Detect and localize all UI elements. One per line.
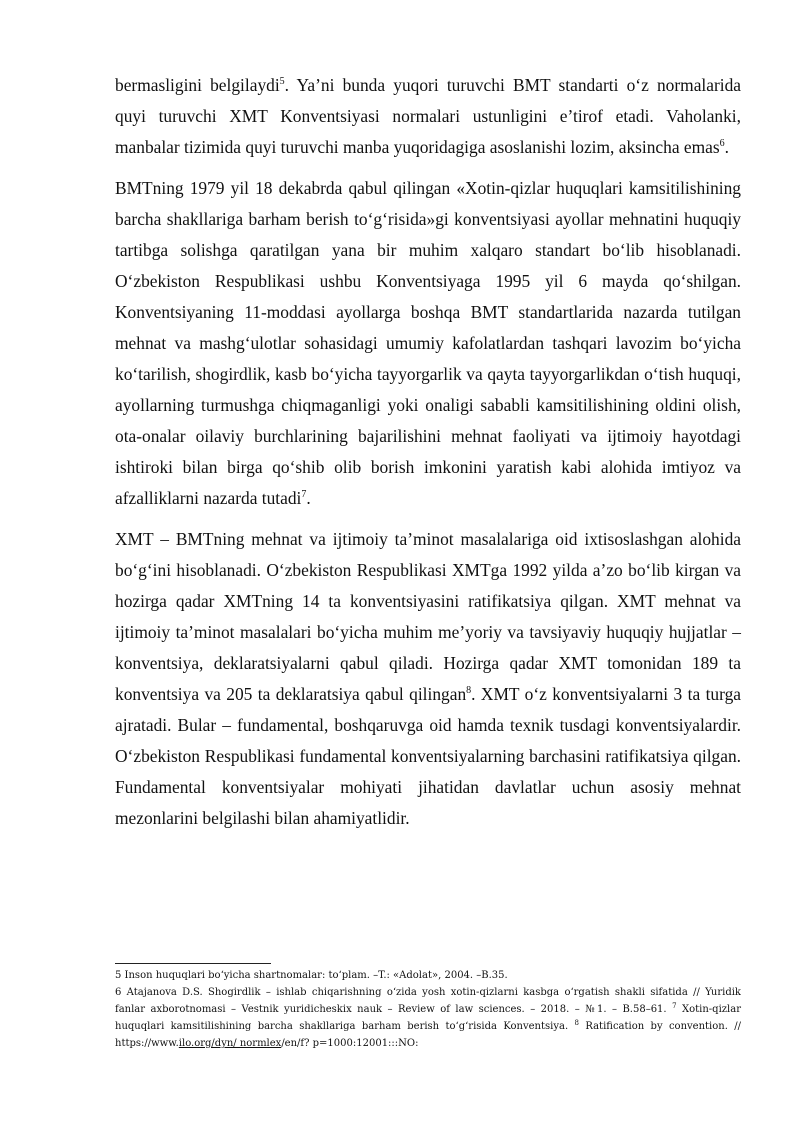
text-run: 5 Inson huquqlari bo‘yicha shartnomalar: to‘plam. –T.: «Adolat», 2004. –B.35. <box>115 970 508 981</box>
body-paragraph <box>115 173 741 514</box>
footnote-reference: 8 <box>574 1019 579 1027</box>
text-run: Xotin-qizlar huquqlari kamsitilishining barcha shakllariga barham berish to‘g‘risida Konventsiya. <box>115 1004 741 1032</box>
footnote-link[interactable]: ilo.org/dyn/ normlex <box>178 1038 282 1049</box>
text-run: . <box>306 488 311 508</box>
text-run: BMTning 1979 yil 18 dekabrda qabul qilingan «Xotin-qizlar huquqlari kamsitilishining barcha shakllariga barham berish to‘g‘risida»gi konventsiyasi ayollar mehnatini huquqiy tartibga solishga qaratilgan yana bir muhim xalqaro standart bo‘lib hisoblanadi. O‘zbekiston Respublikasi ushbu Konventsiyaga 1995 yil 6 mayda qo‘shilgan. Konventsiyaning 11-moddasi ayollarga boshqa BMT standartlarida nazarda tutilgan mehnat va mashg‘ulotlar sohasidagi umumiy kafolatlardan tashqari lavozim bo‘yicha ko‘tarilish, shogirdlik, kasb bo‘yicha tayyorgarlik va qayta tayyorgarlikdan o‘tish huquqi, ayollarning turmushga chiqmaganligi yoki onaligi sababli kamsitilishining oldini olish, ota-onalar oilaviy burchlarining bajarilishini mehnat faoliyati va ijtimoiy hayotdagi ishtiroki bilan birga qo‘shib olib borish imkonini yaratish kabi alohida imtiyoz va afzalliklarni nazarda tutadi <box>115 178 741 508</box>
footnote-reference: 7 <box>672 1002 677 1010</box>
footnote-reference: 8 <box>466 685 472 696</box>
body-text <box>115 70 741 844</box>
footnote-reference: 7 <box>301 489 307 500</box>
text-run: . Ya’ni bunda yuqori turuvchi BMT standarti o‘z normalarida quyi turuvchi XMT Konventsiyasi normalari ustunligini e’tirof etadi. Vaholanki, manbalar tizimida quyi turuvchi manba yuqoridagiga asoslanishi lozim, aksincha emas <box>115 75 741 157</box>
text-run: . XMT o‘z konventsiyalarni 3 ta turga ajratadi. Bular – fundamental, boshqaruvga oid hamda texnik tusdagi konventsiyalardir. O‘zbekiston Respublikasi fundamental konventsiyalarning barchasini ratifikatsiya qilgan. Fundamental konventsiyalar mohiyati jihatidan davlatlar uchun asosiy mehnat mezonlarini belgilashi bilan ahamiyatlidir. <box>115 684 741 828</box>
footnote-reference: 6 <box>719 138 725 149</box>
body-paragraph <box>115 524 741 834</box>
text-run: /en/f? p=1000:12001:::NO: <box>281 1038 419 1049</box>
text-run: 6 Atajanova D.S. Shogirdlik – ishlab chiqarishning o‘zida yosh xotin-qizlarni kasbga o‘rgatish shakli sifatida // Yuridik fanlar axborotnomasi – Vestnik yuridicheskix nauk – Review of law sciences. – 2018. – №1. – B.58–61. <box>115 987 741 1015</box>
footnote <box>115 967 741 984</box>
footnote-separator <box>115 963 271 964</box>
text-run: XMT – BMTning mehnat va ijtimoiy ta’minot masalalariga oid ixtisoslashgan alohida bo‘g‘ini hisoblanadi. O‘zbekiston Respublikasi XMTga 1992 yilda a’zo bo‘lib kirgan va hozirga qadar XMTning 14 ta konventsiyasini ratifikatsiya qilgan. XMT mehnat va ijtimoiy ta’minot masalalari bo‘yicha muhim me’yoriy va tavsiyaviy huquqiy hujjatlar – konventsiya, deklaratsiyalarni qabul qiladi. Hozirga qadar XMT tomonidan 189 ta konventsiya va 205 ta deklaratsiya qabul qilingan <box>115 529 741 704</box>
body-paragraph <box>115 70 741 163</box>
footnotes <box>115 967 741 1052</box>
footnote <box>115 984 741 1052</box>
text-run: . <box>724 137 730 157</box>
text-run: Ratification by convention. // https://www. <box>115 1021 741 1049</box>
footnote-reference: 5 <box>279 76 285 87</box>
text-run: bermasligini belgilaydi <box>115 75 280 95</box>
